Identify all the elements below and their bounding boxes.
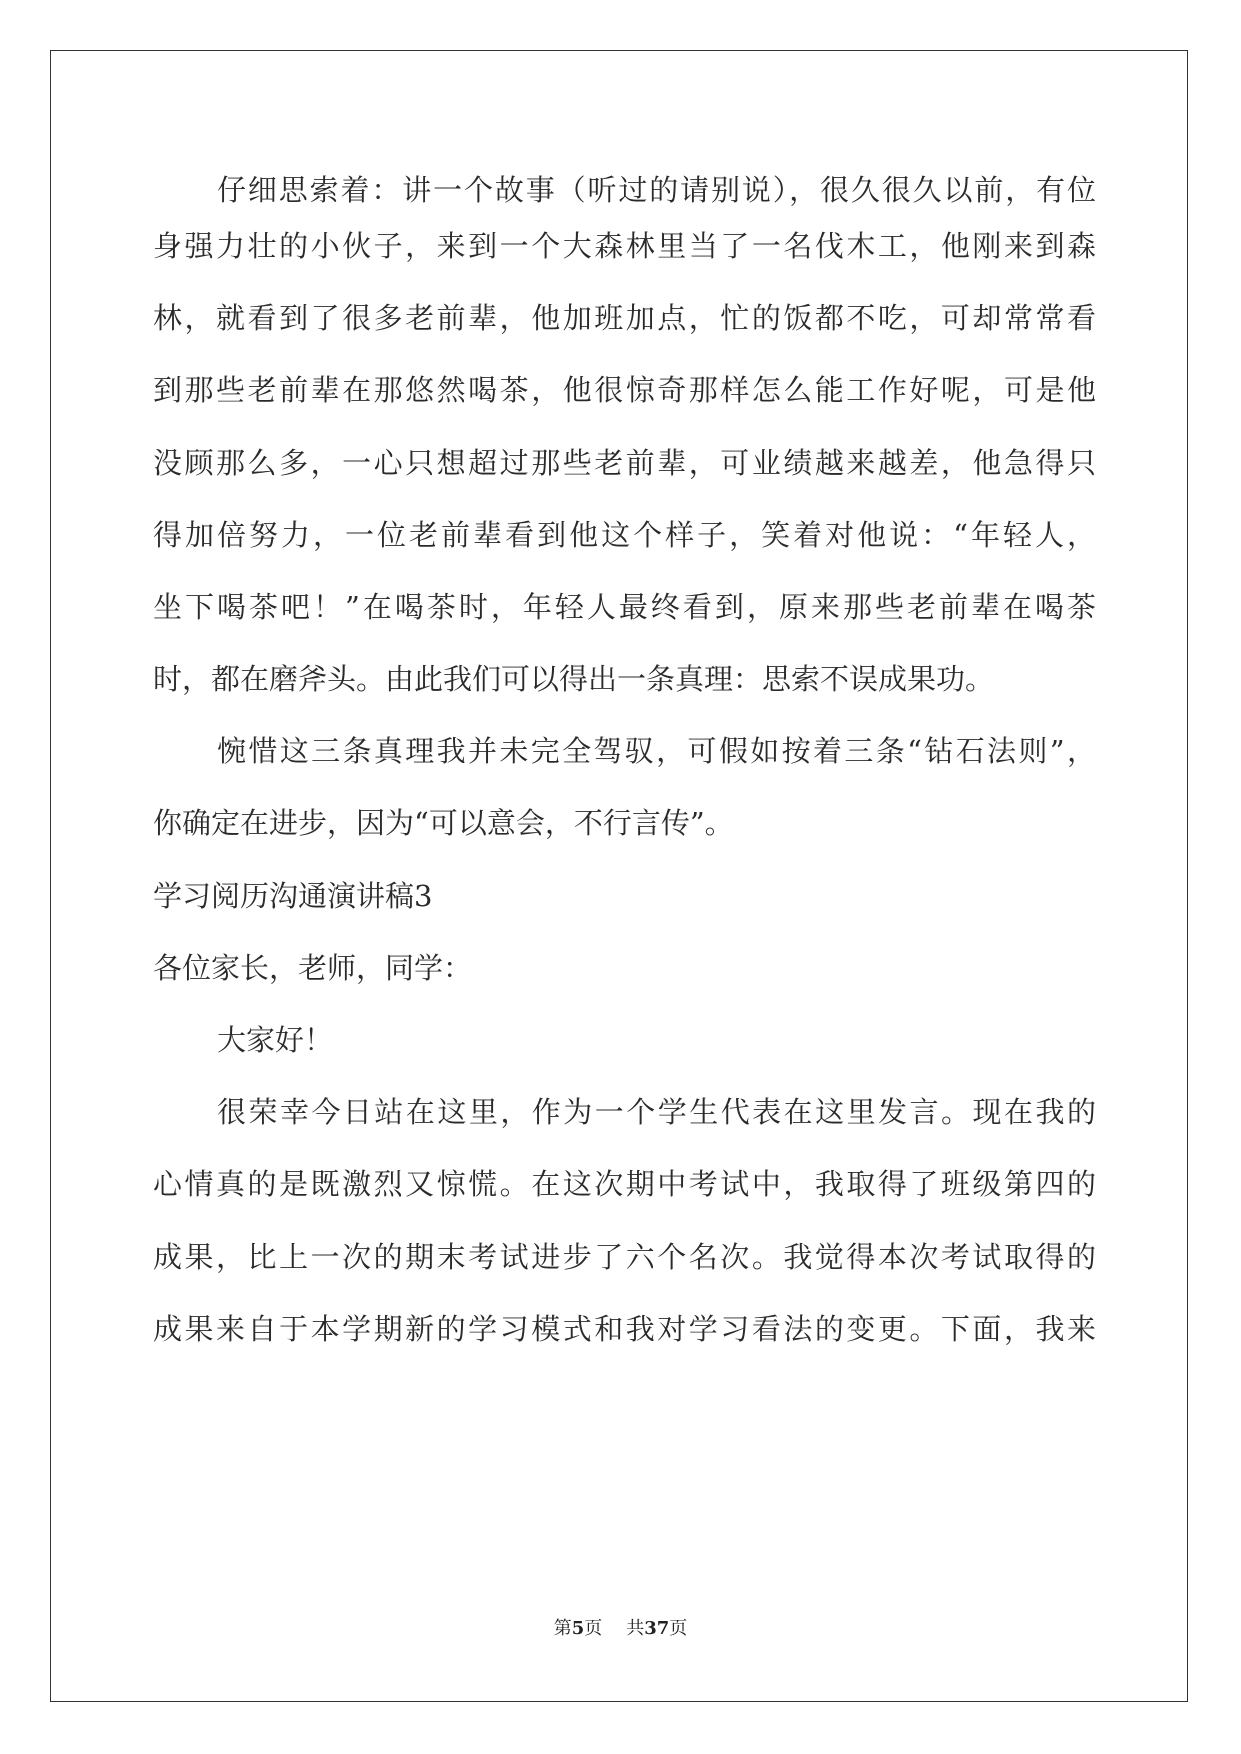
page-number: 5: [571, 1618, 585, 1639]
page-prefix: 第: [553, 1618, 572, 1639]
paragraph-line: 仔细思索着：讲一个故事（听过的请别说），很久很久以前，有位: [217, 173, 1096, 207]
paragraph-line: 林，就看到了很多老前辈，他加班加点，忙的饭都不吃，可却常常看: [153, 301, 1096, 335]
salutation-line: 各位家长，老师，同学：: [153, 951, 473, 985]
paragraph-line: 惋惜这三条真理我并未完全驾驭，可假如按着三条“钻石法则”，: [217, 734, 1096, 768]
total-prefix: 共: [626, 1618, 645, 1639]
paragraph-line: 到那些老前辈在那悠然喝茶，他很惊奇那样怎么能工作好呢，可是他: [153, 373, 1096, 407]
paragraph-line: 得加倍努力，一位老前辈看到他这个样子，笑着对他说：“年轻人，: [153, 518, 1096, 552]
paragraph-line: 时，都在磨斧头。由此我们可以得出一条真理：思索不误成果功。: [153, 662, 995, 696]
page-unit: 页: [584, 1618, 603, 1639]
total-unit: 页: [669, 1618, 688, 1639]
paragraph-line: 坐下喝茶吧！”在喝茶时，年轻人最终看到，原来那些老前辈在喝茶: [153, 590, 1096, 624]
total-pages: 37: [644, 1618, 670, 1639]
greeting-line: 大家好！: [217, 1023, 334, 1057]
paragraph-line: 心情真的是既激烈又惊慌。在这次期中考试中，我取得了班级第四的: [153, 1167, 1096, 1201]
page-footer: [0, 1616, 1241, 1642]
paragraph-line: 你确定在进步，因为“可以意会，不行言传”。: [153, 806, 734, 840]
paragraph-line: 身强力壮的小伙子，来到一个大森林里当了一名伐木工，他刚来到森: [153, 229, 1096, 263]
paragraph-line: 成果来自于本学期新的学习模式和我对学习看法的变更。下面，我来: [153, 1312, 1096, 1346]
paragraph-line: 很荣幸今日站在这里，作为一个学生代表在这里发言。现在我的: [217, 1095, 1096, 1129]
paragraph-line: 没顾那么多，一心只想超过那些老前辈，可业绩越来越差，他急得只: [153, 446, 1096, 480]
section-heading: 学习阅历沟通演讲稿3: [153, 879, 433, 913]
paragraph-line: 成果，比上一次的期末考试进步了六个名次。我觉得本次考试取得的: [153, 1240, 1096, 1274]
